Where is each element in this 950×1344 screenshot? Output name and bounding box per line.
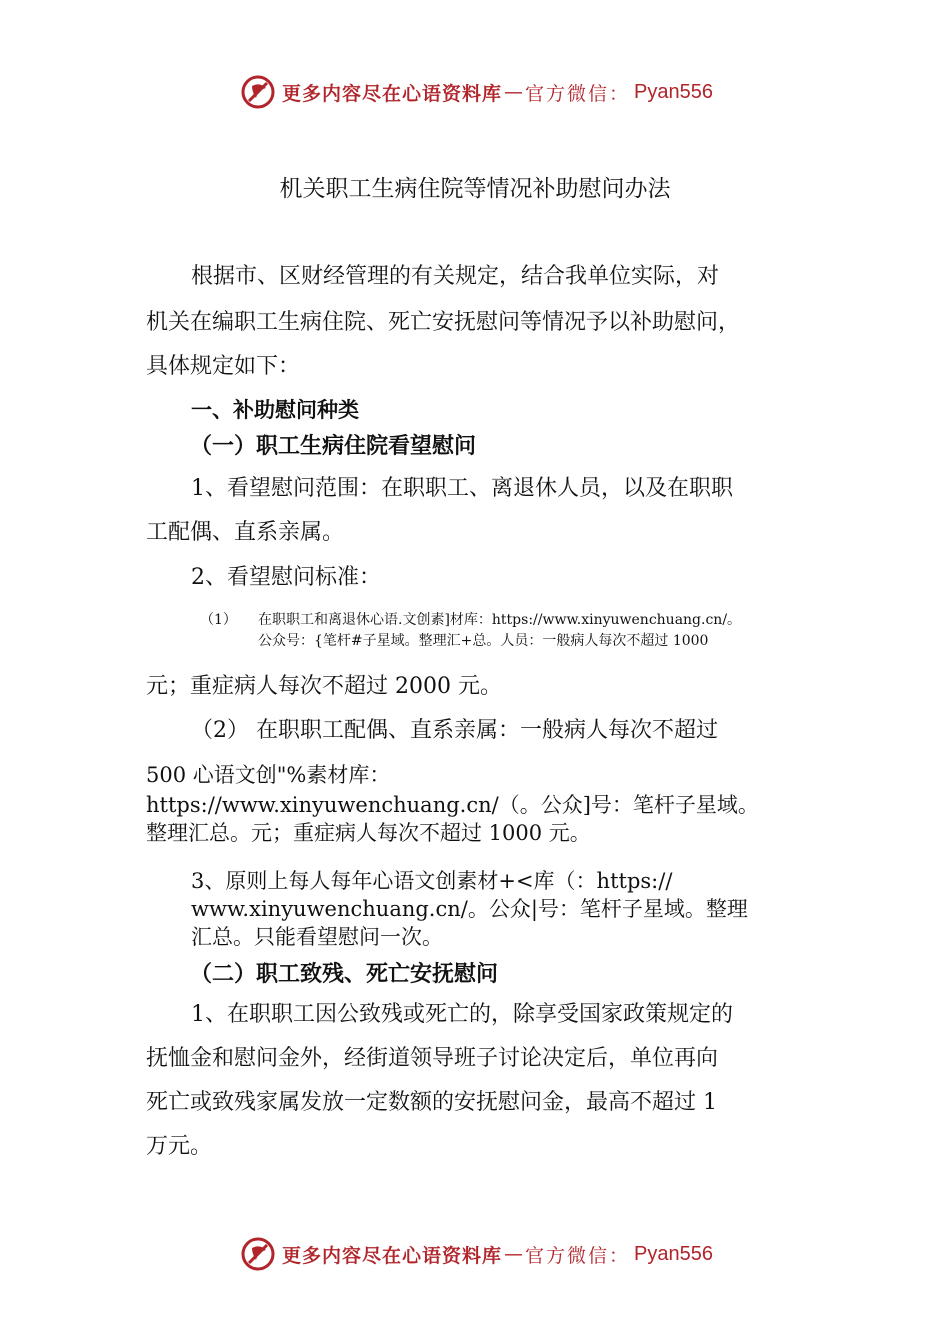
item-2-2-line-1: 500 心语文创"%素材库：	[146, 763, 391, 787]
item-2-1-end: 元；重症病人每次不超过 2000 元。	[146, 674, 502, 699]
banner-dash: —	[504, 1243, 524, 1265]
quill-logo-icon	[240, 74, 276, 110]
document-title: 机关职工生病住院等情况补助慰问办法	[279, 176, 671, 202]
item-3-line-2: www.xinyuwenchuang.cn/。公众|号：笔杆子星域。整理	[191, 897, 748, 921]
header-banner	[240, 72, 760, 112]
item-3-line-3: 汇总。只能看望慰问一次。	[191, 925, 443, 949]
item-2-2-line-3: 整理汇总。元；重症病人每次不超过 1000 元。	[146, 821, 591, 845]
banner-wechat-id: Pyan556	[634, 80, 713, 103]
intro-line-3: 具体规定如下：	[146, 354, 301, 379]
subsection-heading-2: （二）职工致残、死亡安抚慰问	[190, 962, 499, 987]
banner-library-text: 更多内容尽在心语资料库	[282, 1244, 503, 1267]
item-2-2: （2） 在职职工配偶、直系亲属：一般病人每次不超过	[191, 718, 718, 743]
item-4-line-3: 死亡或致残家属发放一定数额的安抚慰问金，最高不超过 1	[146, 1090, 717, 1115]
item-2-1-number: （1）	[200, 612, 237, 628]
item-2-2-line-2: https://www.xinyuwenchuang.cn/（。公众]号：笔杆子星域。	[146, 793, 759, 817]
item-4-line-1: 1、在职职工因公致残或死亡的，除享受国家政策规定的	[191, 1002, 733, 1027]
intro-line-1: 根据市、区财经管理的有关规定，结合我单位实际，对	[191, 264, 720, 289]
banner-library-text: 更多内容尽在心语资料库	[282, 82, 503, 105]
subsection-heading-1: （一）职工生病住院看望慰问	[190, 434, 477, 459]
banner-dash: —	[504, 81, 524, 103]
quill-logo-icon	[240, 1236, 276, 1272]
banner-wechat-id: Pyan556	[634, 1242, 713, 1265]
item-4-line-2: 抚恤金和慰问金外，经街道领导班子讨论决定后，单位再向	[146, 1046, 719, 1071]
item-1-line-2: 工配偶、直系亲属。	[146, 520, 345, 545]
item-1-line-1: 1、看望慰问范围：在职职工、离退休人员，以及在职职	[191, 476, 733, 501]
banner-wechat-label: 官方微信：	[525, 82, 631, 105]
section-heading-1: 一、补助慰问种类	[191, 398, 359, 422]
item-2-1-small-line-2: 公众号：{笔杆#子星域。整理汇+总。人员：一般病人每次不超过 1000	[258, 633, 709, 649]
item-2: 2、看望慰问标准：	[191, 565, 381, 590]
intro-line-2: 机关在编职工生病住院、死亡安抚慰问等情况予以补助慰问，	[146, 310, 741, 335]
item-2-1-small-line-1: 在职职工和离退休心语.文创素]材库：https://www.xinyuwenchuang.cn/。	[258, 612, 742, 628]
item-3-line-1: 3、原则上每人每年心语文创素材+<库（：https://	[191, 869, 673, 893]
item-4-line-4: 万元。	[146, 1134, 213, 1159]
banner-wechat-label: 官方微信：	[525, 1244, 631, 1267]
footer-banner	[240, 1234, 760, 1274]
